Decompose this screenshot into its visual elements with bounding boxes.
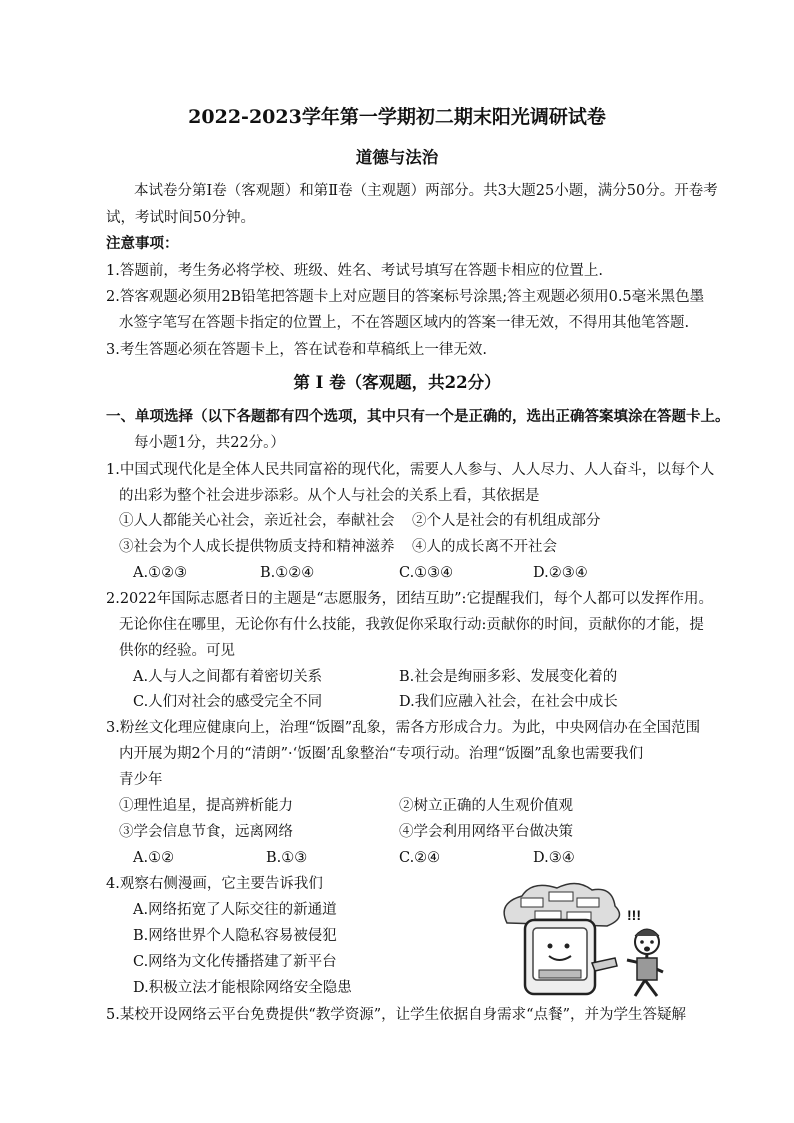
q5-stem-line-1: 5.某校开设网络云平台免费提供“教学资源”，让学生依据自身需求“点餐”，并为学生答疑解 bbox=[106, 1007, 686, 1023]
q4-stem: 4.观察右侧漫画，它主要告诉我们 bbox=[106, 876, 323, 892]
q1-statement-3: ③社会为个人成长提供物质支持和精神滋养 bbox=[119, 539, 395, 555]
part1-heading: 第 I 卷（客观题，共22分） bbox=[293, 373, 501, 392]
q4-option-a: A.网络拓宽了人际交往的新通道 bbox=[133, 902, 337, 918]
q3-statement-3: ③学会信息节食，远离网络 bbox=[119, 824, 293, 840]
q4-cartoon-image bbox=[487, 878, 695, 998]
notice-3: 3.考生答题必须在答题卡上，答在试卷和草稿纸上一律无效. bbox=[106, 342, 487, 358]
notice-2-line-2: 水签字笔写在答题卡指定的位置上，不在答题区域内的答案一律无效，不得用其他笔答题. bbox=[119, 315, 690, 331]
exam-subject: 道德与法治 bbox=[355, 148, 439, 167]
exam-title: 2022-2023学年第一学期初二期末阳光调研试卷 bbox=[188, 106, 606, 128]
q1-option-d: D.②③④ bbox=[533, 565, 588, 581]
q3-stem-line-2: 内开展为期2个月的“清朗”·‘饭圈’乱象整治“专项行动。治理“饭圈”乱象也需要我们 bbox=[119, 746, 644, 762]
q1-statement-1: ①人人都能关心社会，亲近社会，奉献社会 bbox=[119, 513, 395, 529]
intro-line-1: 本试卷分第I卷（客观题）和第Ⅱ卷（主观题）两部分。共3大题25小题，满分50分。开卷考 bbox=[134, 183, 718, 199]
q4-option-c: C.网络为文化传播搭建了新平台 bbox=[133, 954, 337, 970]
q3-statement-2: ②树立正确的人生观价值观 bbox=[399, 798, 573, 814]
q1-statement-2: ②个人是社会的有机组成部分 bbox=[412, 513, 601, 529]
q2-stem-line-3: 供你的经验。可见 bbox=[119, 643, 235, 659]
q2-stem-line-2: 无论你住在哪里，无论你有什么技能，我敦促你采取行动:贡献你的时间，贡献你的才能，提 bbox=[119, 617, 704, 633]
notice-heading: 注意事项： bbox=[106, 235, 179, 252]
q4-cartoon-exclamation: !!! bbox=[627, 907, 641, 923]
section1-line-1 bbox=[106, 407, 730, 427]
q2-stem-line-1: 2.2022年国际志愿者日的主题是“志愿服务，团结互助”:它提醒我们，每个人都可以发挥作用。 bbox=[106, 591, 713, 607]
q3-statement-4: ④学会利用网络平台做决策 bbox=[399, 824, 573, 840]
q3-stem-line-1: 3.粉丝文化理应健康向上，治理“饭圈”乱象，需各方形成合力。为此，中央网信办在全国范围 bbox=[106, 720, 701, 736]
q1-statement-4: ④人的成长离不开社会 bbox=[412, 539, 557, 555]
q1-option-b: B.①②④ bbox=[260, 565, 315, 581]
intro-line-2: 试，考试时间50分钟。 bbox=[106, 210, 255, 226]
notice-1: 1.答题前，考生务必将学校、班级、姓名、考试号填写在答题卡相应的位置上. bbox=[106, 263, 603, 279]
q3-option-c: C.②④ bbox=[399, 850, 441, 866]
q1-option-a: A.①②③ bbox=[133, 565, 188, 581]
notice-2-line-1: 2.答客观题必须用2B铅笔把答题卡上对应题目的答案标号涂黑;答主观题必须用0.5毫米黑色墨 bbox=[106, 289, 705, 305]
q3-option-a: A.①② bbox=[133, 850, 175, 866]
q1-option-c: C.①③④ bbox=[399, 565, 454, 581]
q2-option-a: A.人与人之间都有着密切关系 bbox=[133, 669, 323, 685]
q3-option-b: B.①③ bbox=[266, 850, 308, 866]
q3-stem-line-3: 青少年 bbox=[119, 772, 163, 788]
q2-option-d: D.我们应融入社会，在社会中成长 bbox=[399, 694, 618, 710]
q4-option-d: D.积极立法才能根除网络安全隐患 bbox=[133, 980, 352, 996]
q3-statement-1: ①理性追星，提高辨析能力 bbox=[119, 798, 293, 814]
section1-line-2: 每小题1分，共22分。） bbox=[134, 435, 285, 451]
q2-option-b: B.社会是绚丽多彩、发展变化着的 bbox=[399, 669, 618, 685]
q4-option-b: B.网络世界个人隐私容易被侵犯 bbox=[133, 928, 337, 944]
section1-label: 一、单项选择（以下各题都有四个选项，其中只有一个是正确的，选出正确答案填涂在答题卡上。 bbox=[106, 408, 730, 425]
q1-stem-line-1: 1.中国式现代化是全体人民共同富裕的现代化，需要人人参与、人人尽力、人人奋斗，以每个人 bbox=[106, 462, 715, 478]
q2-option-c: C.人们对社会的感受完全不同 bbox=[133, 694, 323, 710]
q3-option-d: D.③④ bbox=[533, 850, 575, 866]
q1-stem-line-2: 的出彩为整个社会进步添彩。从个人与社会的关系上看，其依据是 bbox=[119, 488, 540, 504]
